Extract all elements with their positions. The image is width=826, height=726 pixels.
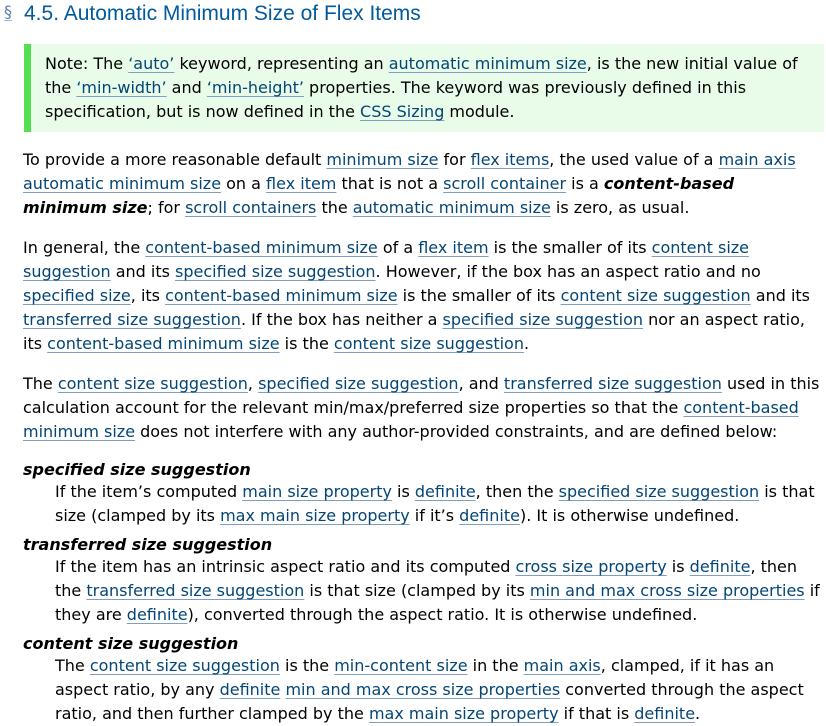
link-content-size-suggestion[interactable]: content size suggestion [333, 334, 524, 353]
term-specified-size-suggestion: specified size suggestion [23, 460, 251, 479]
link-content-based-minimum-size[interactable]: content-based minimum size [47, 334, 280, 353]
link-transferred-size-suggestion[interactable]: transferred size suggestion [23, 310, 241, 329]
section-anchor-link[interactable]: § [4, 2, 12, 21]
link-automatic-minimum-size[interactable]: automatic minimum size [388, 54, 587, 73]
link-min-and-max-cross-size-properties[interactable]: min and max cross size properties [285, 680, 561, 699]
link-definite[interactable]: definite [219, 680, 281, 699]
link-min-height[interactable]: ‘min-height’ [206, 78, 304, 97]
term-transferred-size-suggestion: transferred size suggestion [23, 535, 273, 554]
link-specified-size-suggestion[interactable]: specified size suggestion [258, 374, 459, 393]
link-definite[interactable]: definite [634, 704, 696, 723]
link-max-main-size-property[interactable]: max main size property [220, 506, 410, 525]
link-transferred-size-suggestion[interactable]: transferred size suggestion [86, 581, 305, 600]
link-min-width[interactable]: ‘min-width’ [76, 78, 167, 97]
page-title: 4.5. Automatic Minimum Size of Flex Items [24, 2, 421, 25]
definition-term: content-based minimum size [23, 174, 735, 217]
section-heading [0, 0, 826, 30]
link-scroll-containers[interactable]: scroll containers [185, 198, 317, 217]
link-content-based-minimum-size[interactable]: content-based minimum size [165, 286, 398, 305]
link-automatic-minimum-size[interactable]: automatic minimum size [352, 198, 551, 217]
link-auto[interactable]: ‘auto’ [128, 54, 175, 73]
link-min-content-size[interactable]: min-content size [334, 656, 468, 675]
link-automatic-minimum-size[interactable]: automatic minimum size [23, 174, 222, 193]
link-content-size-suggestion[interactable]: content size suggestion [57, 374, 248, 393]
link-definite[interactable]: definite [414, 482, 476, 501]
link-content-size-suggestion[interactable]: content size suggestion [23, 238, 750, 281]
link-specified-size-suggestion[interactable]: specified size suggestion [442, 310, 643, 329]
paragraph-2: In general, the content-based minimum size of a flex item is the smaller of its content size suggestion and its specified size suggestion. However, if the box has an aspect ratio and no specified size, its content-based minimum size is the smaller of its content size suggestion and its transferred size suggestion. If the box has neither a specified size suggestion nor an aspect ratio, its content-based minimum size is the content size suggestion. [23, 238, 811, 353]
link-max-main-size-property[interactable]: max main size property [368, 704, 559, 723]
paragraph-3: The content size suggestion, specified size suggestion, and transferred size suggestion used in this calculation account for the relevant min/max/preferred size properties so that the content-based minimum size does not interfere with any author-provided constraints, and are defined below: [23, 374, 820, 441]
link-main-axis[interactable]: main axis [718, 150, 796, 169]
definition-specified-size-suggestion: If the item’s computed main size property is definite, then the specified size suggestion is that size (clamped by its max main size property if it’s definite). It is otherwise undefined. [55, 482, 815, 525]
link-flex-items[interactable]: flex items [470, 150, 550, 169]
link-minimum-size[interactable]: minimum size [326, 150, 439, 169]
link-specified-size-suggestion[interactable]: specified size suggestion [175, 262, 376, 281]
link-scroll-container[interactable]: scroll container [443, 174, 567, 193]
link-cross-size-property[interactable]: cross size property [515, 557, 667, 576]
link-definite[interactable]: definite [126, 605, 188, 624]
note-box [24, 44, 824, 132]
link-definite[interactable]: definite [689, 557, 751, 576]
link-specified-size[interactable]: specified size [23, 286, 131, 305]
note-text: Note: The ‘auto’ keyword, representing an automatic minimum size, is the new initial value of the ‘min-width’ and ‘min-height’ properties. The keyword was previously defined in this specification, but is now defined in the CSS Sizing module. [45, 54, 798, 121]
link-min-and-max-cross-size-properties[interactable]: min and max cross size properties [529, 581, 805, 600]
link-css-sizing[interactable]: CSS Sizing [360, 102, 445, 121]
paragraph-1: To provide a more reasonable default minimum size for flex items, the used value of a main axis automatic minimum size on a flex item that is not a scroll container is a content-based minimum size; for scroll containers the automatic minimum size is zero, as usual. [23, 150, 796, 217]
term-content-size-suggestion: content size suggestion [23, 634, 239, 653]
link-definite[interactable]: definite [459, 506, 520, 525]
definition-transferred-size-suggestion: If the item has an intrinsic aspect ratio and its computed cross size property is definite, then the transferred size suggestion is that size (clamped by its min and max cross size properties if they are definite), converted through the aspect ratio. It is otherwise undefined. [55, 557, 820, 624]
link-flex-item[interactable]: flex item [266, 174, 337, 193]
link-content-size-suggestion[interactable]: content size suggestion [560, 286, 751, 305]
link-main-axis[interactable]: main axis [523, 656, 601, 675]
link-content-size-suggestion[interactable]: content size suggestion [89, 656, 280, 675]
link-content-based-minimum-size[interactable]: content-based minimum size [23, 398, 799, 441]
link-specified-size-suggestion[interactable]: specified size suggestion [558, 482, 760, 501]
link-content-based-minimum-size[interactable]: content-based minimum size [145, 238, 378, 257]
link-flex-item[interactable]: flex item [418, 238, 489, 257]
link-main-size-property[interactable]: main size property [242, 482, 392, 501]
definition-content-size-suggestion: The content size suggestion is the min-content size in the main axis, clamped, if it has an aspect ratio, by any definite min and max cross size properties converted through the aspect ratio, and then further clamped by the max main size property if that is definite. [55, 656, 804, 723]
link-transferred-size-suggestion[interactable]: transferred size suggestion [503, 374, 722, 393]
